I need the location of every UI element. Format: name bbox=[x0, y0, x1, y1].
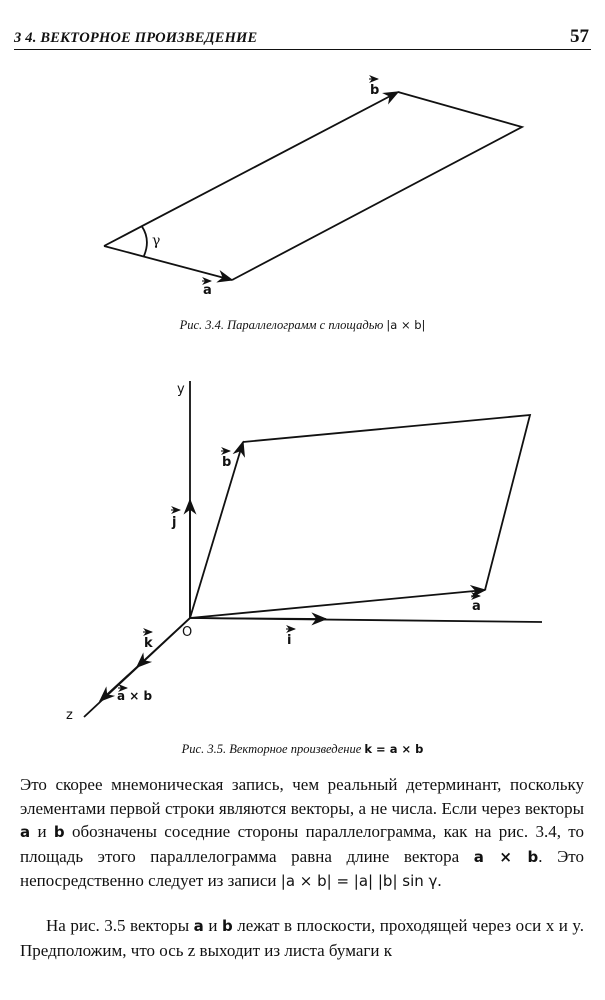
paragraph-1-end: . bbox=[437, 871, 442, 890]
figure-3-4-caption-formula: |a × b| bbox=[386, 318, 426, 332]
figure-3-5-caption-formula: k = a × b bbox=[364, 742, 424, 756]
unit-vector-i-label: i bbox=[287, 633, 292, 648]
figure-3-5-caption bbox=[0, 742, 605, 757]
unit-vector-i bbox=[190, 618, 326, 619]
figure-3-4-caption-text: Рис. 3.4. Параллелограмм с площадью bbox=[179, 318, 384, 332]
paragraph-2-text-1: На рис. 3.5 векторы bbox=[46, 916, 194, 935]
paragraph-1-vector-a: a bbox=[20, 823, 31, 841]
vector-a-label: a bbox=[203, 283, 212, 298]
vector-b-label-3-5: b bbox=[222, 455, 232, 470]
origin-label: O bbox=[182, 625, 193, 640]
z-axis-label: z bbox=[66, 708, 73, 723]
body-paragraph-2 bbox=[20, 914, 584, 962]
vector-a bbox=[190, 590, 485, 618]
unit-vector-k-label: k bbox=[144, 636, 153, 651]
vector-b-label: b bbox=[370, 83, 380, 98]
running-title: 3 4. ВЕКТОРНОЕ ПРОИЗВЕДЕНИЕ bbox=[14, 30, 258, 46]
unit-vector-j-label: j bbox=[172, 515, 177, 530]
vector-a-label-3-5: a bbox=[472, 599, 481, 614]
y-axis-label: y bbox=[177, 382, 185, 397]
angle-gamma-label: γ bbox=[152, 233, 161, 249]
page-number: 57 bbox=[570, 26, 589, 47]
paragraph-2-text-2: лежат в плоскости, проходящей через оси x и y. Предположим, что ось z выходит из листа бумаги к bbox=[20, 916, 584, 960]
paragraph-2-vector-b: b bbox=[221, 917, 233, 935]
paragraph-1-text-1: Это скорее мнемоническая запись, чем реальный детерминант, поскольку элементами первой строки являются векторы, а не числа. Если через векторы bbox=[20, 775, 584, 818]
paragraph-1-and: и bbox=[30, 822, 54, 841]
paragraph-1-text-3: . Это непосредственно следует из записи bbox=[20, 846, 584, 890]
paragraph-1-vector-b: b bbox=[53, 823, 65, 841]
vector-b bbox=[190, 442, 243, 618]
body-paragraph-1 bbox=[20, 773, 584, 894]
figure-3-5-caption-text: Рис. 3.5. Векторное произведение bbox=[181, 742, 362, 756]
paragraph-1-cross-product: a × b bbox=[473, 847, 539, 866]
cross-product-label: a × b bbox=[117, 689, 153, 703]
parallelogram-3-5-opposite-sides bbox=[243, 415, 530, 590]
paragraph-2-vector-a: a bbox=[193, 917, 204, 935]
paragraph-1-text-2: обозначены соседние стороны параллелограмма, как на рис. 3.4, то площадь этого параллелограмма равна длине вектора bbox=[20, 822, 584, 866]
paragraph-1-formula: |a × b| = |a| |b| sin γ bbox=[280, 872, 438, 890]
paragraph-2-and: и bbox=[203, 916, 222, 935]
